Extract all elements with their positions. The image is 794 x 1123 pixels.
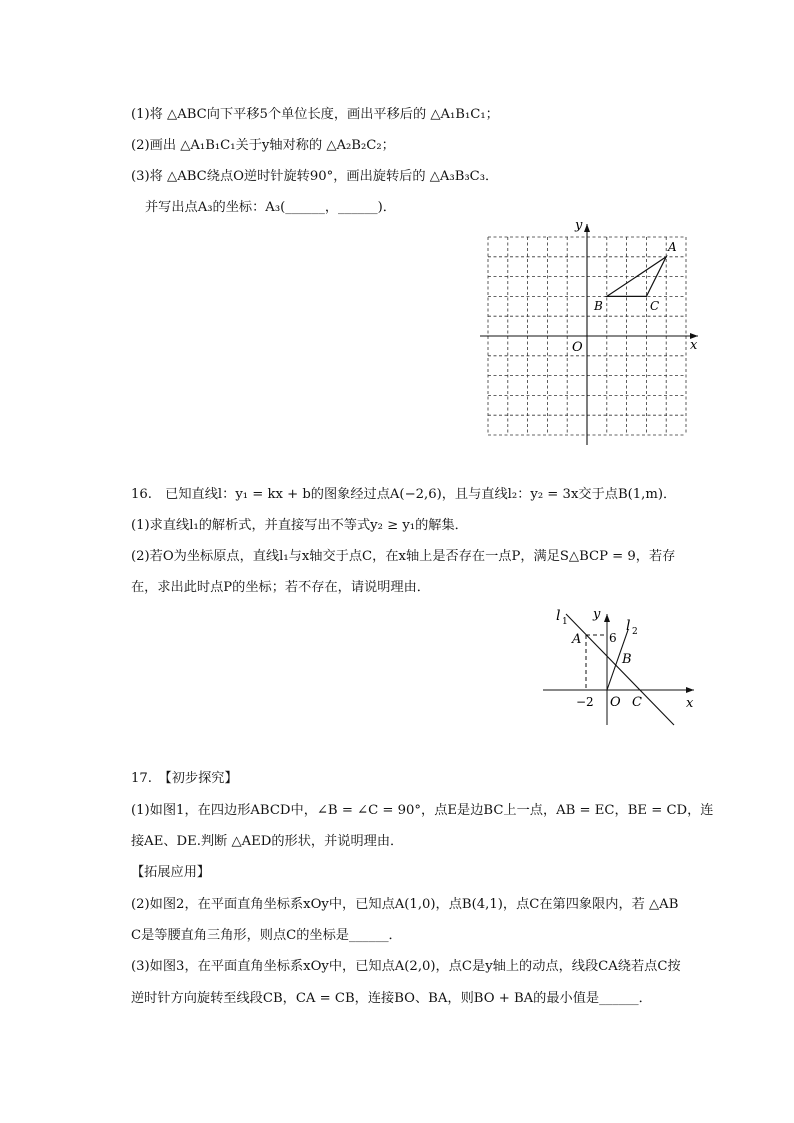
q15-part2: (2)画出 △A₁B₁C₁关于y轴对称的 △A₂B₂C₂； xyxy=(131,138,395,153)
q16-part2a: (2)若O为坐标原点，直线l₁与x轴交于点C，在x轴上是否存在一点P，满足S△BCP = 9，若存 xyxy=(131,549,676,564)
q17-part2a: (2)如图2，在平面直角坐标系xOy中，已知点A(1,0)，点B(4,1)，点C在第四象限内，若 △AB xyxy=(131,897,679,912)
q15-label-y: y xyxy=(575,218,583,233)
q17-heading: 17. 【初步探究】 xyxy=(131,771,238,786)
q16-label-six: 6 xyxy=(609,631,617,645)
q17-part3a: (3)如图3，在平面直角坐标系xOy中，已知点A(2,0)，点C是y轴上的动点，线段CA绕若点C按 xyxy=(131,959,681,974)
q15-part3: (3)将 △ABC绕点O逆时针旋转90°，画出旋转后的 △A₃B₃C₃． xyxy=(131,169,499,184)
q16-label-l2-sub: 2 xyxy=(632,627,638,637)
q16-label-x: x xyxy=(686,696,694,711)
q17-section-extension: 【拓展应用】 xyxy=(131,865,211,880)
q16-label-neg2: −2 xyxy=(576,695,594,709)
q17-part3b: 逆时针方向旋转至线段CB，CA = CB，连接BO、BA，则BO + BA的最小值是______． xyxy=(131,991,652,1006)
q16-label-a: A xyxy=(572,632,582,647)
q16-y-arrow xyxy=(604,614,610,622)
q15-label-a: A xyxy=(668,240,677,254)
q16-part2b: 在，求出此时点P的坐标；若不存在，请说明理由． xyxy=(131,580,430,595)
q15-part4: 并写出点A₃的坐标：A₃(______，______)． xyxy=(145,200,396,215)
q16-label-l1: l xyxy=(556,608,561,624)
q15-label-c: C xyxy=(650,299,660,313)
q16-label-l2: l xyxy=(626,618,631,634)
q15-label-b: B xyxy=(594,299,603,313)
q16-label-o: O xyxy=(610,695,621,710)
q16-label-b: B xyxy=(622,652,632,667)
q16-heading: 16. 已知直线l：y₁ = kx + b的图象经过点A(−2,6)，且与直线l₂：y₂ = 3x交于点B(1,m)． xyxy=(131,487,677,502)
q17-part1b: 接AE、DE.判断 △AED的形状，并说明理由． xyxy=(131,834,404,849)
q17-part1a: (1)如图1，在四边形ABCD中，∠B = ∠C = 90°，点E是边BC上一点，AB = EC，BE = CD，连 xyxy=(131,803,714,818)
q15-label-o: O xyxy=(572,340,583,355)
q16-label-c: C xyxy=(632,695,642,710)
q16-label-y: y xyxy=(593,607,601,622)
q17-part2b: C是等腰直角三角形，则点C的坐标是______． xyxy=(131,928,402,943)
q16-x-arrow xyxy=(686,687,694,693)
q16-label-l1-sub: 1 xyxy=(562,617,568,627)
q15-label-x: x xyxy=(690,338,698,353)
q15-part1: (1)将 △ABC向下平移5个单位长度，画出平移后的 △A₁B₁C₁； xyxy=(131,107,499,122)
q16-part1: (1)求直线l₁的解析式，并直接写出不等式y₂ ≥ y₁的解集． xyxy=(131,518,468,533)
